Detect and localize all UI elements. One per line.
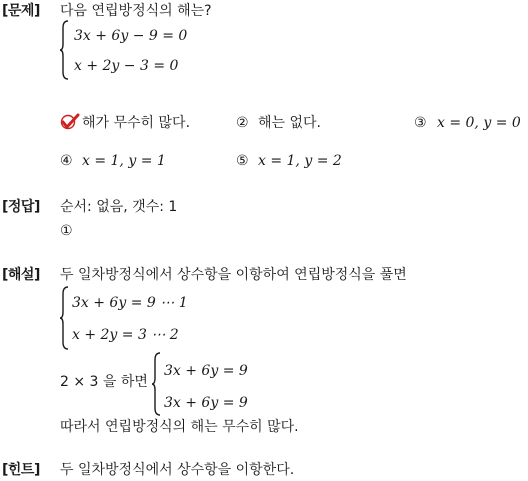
choice-3-text: x = 0, y = 0 [437,115,521,131]
choice-1-text: 해가 무수히 많다. [82,115,191,131]
answer-order-count: 순서: 없음, 갯수: 1 [60,199,178,215]
problem-eq-2: x + 2y − 3 = 0 [74,58,179,74]
choice-5-text: x = 1, y = 2 [258,153,342,169]
solution-step-eq-2: 3x + 6y = 9 [164,395,248,411]
answer-value: ① [60,223,73,239]
problem-eq-1: 3x + 6y − 9 = 0 [74,28,188,44]
problem-question: 다음 연립방정식의 해는? [60,3,212,19]
solution-eq-2: x + 2y = 3 ⋯ 2 [72,327,179,343]
choice-5-number[interactable]: ⑤ [236,153,249,169]
problem-system-brace [60,20,70,80]
solution-step-brace [152,352,162,416]
solution-system-brace [60,286,70,350]
choice-4-text: x = 1, y = 1 [82,153,166,169]
solution-eq-1: 3x + 6y = 9 ⋯ 1 [72,295,188,311]
hint-label: [힌트] [2,462,40,478]
solution-step-prefix: 2 × 3 을 하면 [60,374,148,390]
solution-step-eq-1: 3x + 6y = 9 [164,363,248,379]
solution-intro: 두 일차방정식에서 상수항을 이항하여 연립방정식을 풀면 [60,267,407,283]
choice-2-number[interactable]: ② [236,115,249,131]
hint-text: 두 일차방정식에서 상수항을 이항한다. [60,462,295,478]
choice-3-number[interactable]: ③ [414,115,427,131]
solution-label: [해설] [2,267,40,283]
problem-label: [문제] [2,3,40,19]
choice-1[interactable] [60,113,80,135]
solution-conclusion: 따라서 연립방정식의 해는 무수히 많다. [60,419,299,435]
choice-4-number[interactable]: ④ [60,153,73,169]
selected-check-icon [60,113,80,131]
choice-2-text: 해는 없다. [258,115,321,131]
answer-label: [정답] [2,199,40,215]
